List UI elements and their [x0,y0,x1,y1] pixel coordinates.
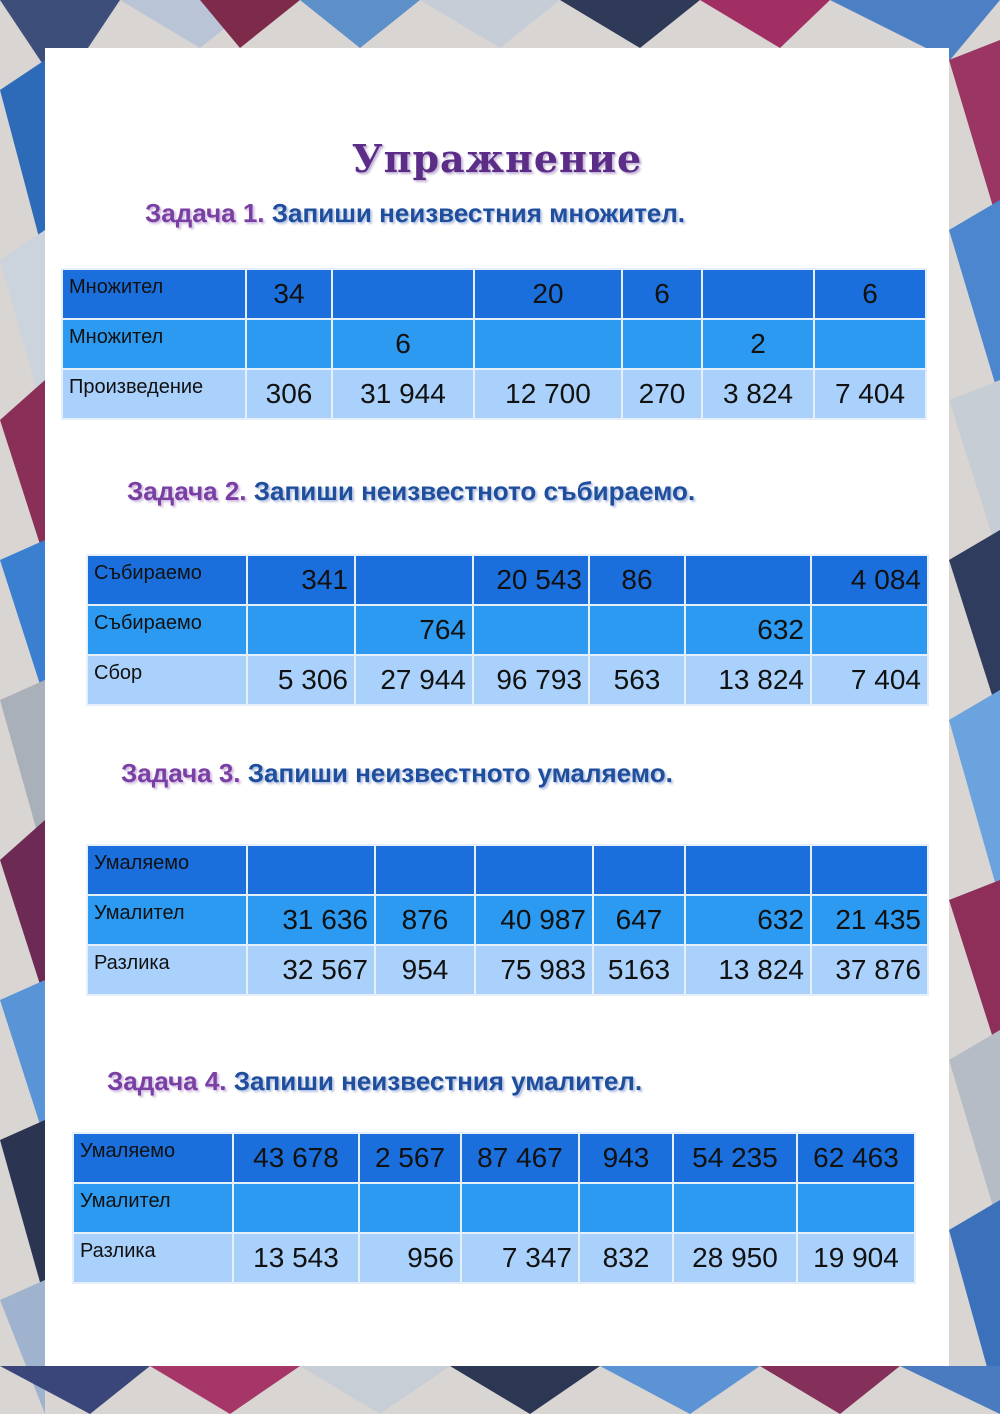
row-label: Събираемо [87,555,247,605]
table-row [73,1133,915,1183]
answer-cell[interactable] [811,605,928,655]
cell: 943 [579,1133,673,1183]
answer-cell[interactable] [579,1183,673,1233]
table-row [87,845,928,895]
row-label: Сбор [87,655,247,705]
cell: 3 824 [702,369,814,419]
task-3-heading [121,758,673,789]
row-label: Разлика [73,1233,233,1283]
cell: 13 824 [685,655,811,705]
cell: 270 [622,369,702,419]
task-4-table [72,1132,916,1284]
cell: 7 347 [461,1233,579,1283]
task-1-lead: Задача 1. [145,198,265,228]
cell: 764 [355,605,473,655]
table-row [62,269,926,319]
cell: 12 700 [474,369,622,419]
cell: 6 [814,269,926,319]
table-row [62,319,926,369]
cell: 43 678 [233,1133,359,1183]
cell: 31 636 [247,895,375,945]
answer-cell[interactable] [375,845,475,895]
cell: 28 950 [673,1233,797,1283]
cell: 647 [593,895,685,945]
answer-cell[interactable] [685,845,811,895]
worksheet-page [45,48,949,1366]
cell: 306 [246,369,332,419]
page-title: Упражнение [351,136,643,181]
cell: 40 987 [475,895,593,945]
row-label: Произведение [62,369,246,419]
cell: 20 [474,269,622,319]
task-1-heading [145,198,685,229]
cell: 954 [375,945,475,995]
task-1-table [61,268,927,420]
answer-cell[interactable] [246,319,332,369]
task-3-text: Запиши неизвестното умаляемо. [240,758,673,788]
table-row [87,655,928,705]
cell: 956 [359,1233,461,1283]
task-1-text: Запиши неизвестния множител. [264,198,685,228]
cell: 20 543 [473,555,589,605]
cell: 6 [622,269,702,319]
answer-cell[interactable] [233,1183,359,1233]
task-4-lead: Задача 4. [107,1066,227,1096]
answer-cell[interactable] [811,845,928,895]
task-2-lead: Задача 2. [127,476,247,506]
answer-cell[interactable] [685,555,811,605]
cell: 87 467 [461,1133,579,1183]
cell: 5163 [593,945,685,995]
cell: 2 [702,319,814,369]
cell: 7 404 [814,369,926,419]
table-row [73,1183,915,1233]
cell: 7 404 [811,655,928,705]
answer-cell[interactable] [247,605,355,655]
answer-cell[interactable] [355,555,473,605]
table-row [73,1233,915,1283]
cell: 75 983 [475,945,593,995]
cell: 4 084 [811,555,928,605]
answer-cell[interactable] [702,269,814,319]
table-row [62,369,926,419]
task-3-table [86,844,929,996]
task-4-text: Запиши неизвестния умалител. [226,1066,643,1096]
answer-cell[interactable] [797,1183,915,1233]
cell: 21 435 [811,895,928,945]
answer-cell[interactable] [359,1183,461,1233]
cell: 341 [247,555,355,605]
cell: 563 [589,655,685,705]
table-row [87,605,928,655]
row-label: Умаляемо [87,845,247,895]
answer-cell[interactable] [461,1183,579,1233]
row-label: Умаляемо [73,1133,233,1183]
answer-cell[interactable] [332,269,474,319]
table-row [87,895,928,945]
cell: 31 944 [332,369,474,419]
answer-cell[interactable] [593,845,685,895]
cell: 2 567 [359,1133,461,1183]
task-3-lead: Задача 3. [121,758,241,788]
cell: 13 543 [233,1233,359,1283]
cell: 27 944 [355,655,473,705]
table-row [87,555,928,605]
cell: 37 876 [811,945,928,995]
cell: 86 [589,555,685,605]
cell: 96 793 [473,655,589,705]
answer-cell[interactable] [475,845,593,895]
answer-cell[interactable] [247,845,375,895]
answer-cell[interactable] [473,605,589,655]
cell: 54 235 [673,1133,797,1183]
task-4-heading [107,1066,642,1097]
task-2-text: Запиши неизвестното събираемо. [246,476,696,506]
row-label: Множител [62,269,246,319]
row-label: Разлика [87,945,247,995]
row-label: Умалител [73,1183,233,1233]
answer-cell[interactable] [589,605,685,655]
answer-cell[interactable] [673,1183,797,1233]
row-label: Събираемо [87,605,247,655]
cell: 13 824 [685,945,811,995]
task-2-heading [127,476,695,507]
answer-cell[interactable] [622,319,702,369]
task-2-table [86,554,929,706]
cell: 832 [579,1233,673,1283]
cell: 6 [332,319,474,369]
cell: 19 904 [797,1233,915,1283]
answer-cell[interactable] [814,319,926,369]
cell: 62 463 [797,1133,915,1183]
cell: 32 567 [247,945,375,995]
cell: 632 [685,895,811,945]
cell: 876 [375,895,475,945]
cell: 34 [246,269,332,319]
table-row [87,945,928,995]
cell: 632 [685,605,811,655]
answer-cell[interactable] [474,319,622,369]
row-label: Умалител [87,895,247,945]
cell: 5 306 [247,655,355,705]
row-label: Множител [62,319,246,369]
